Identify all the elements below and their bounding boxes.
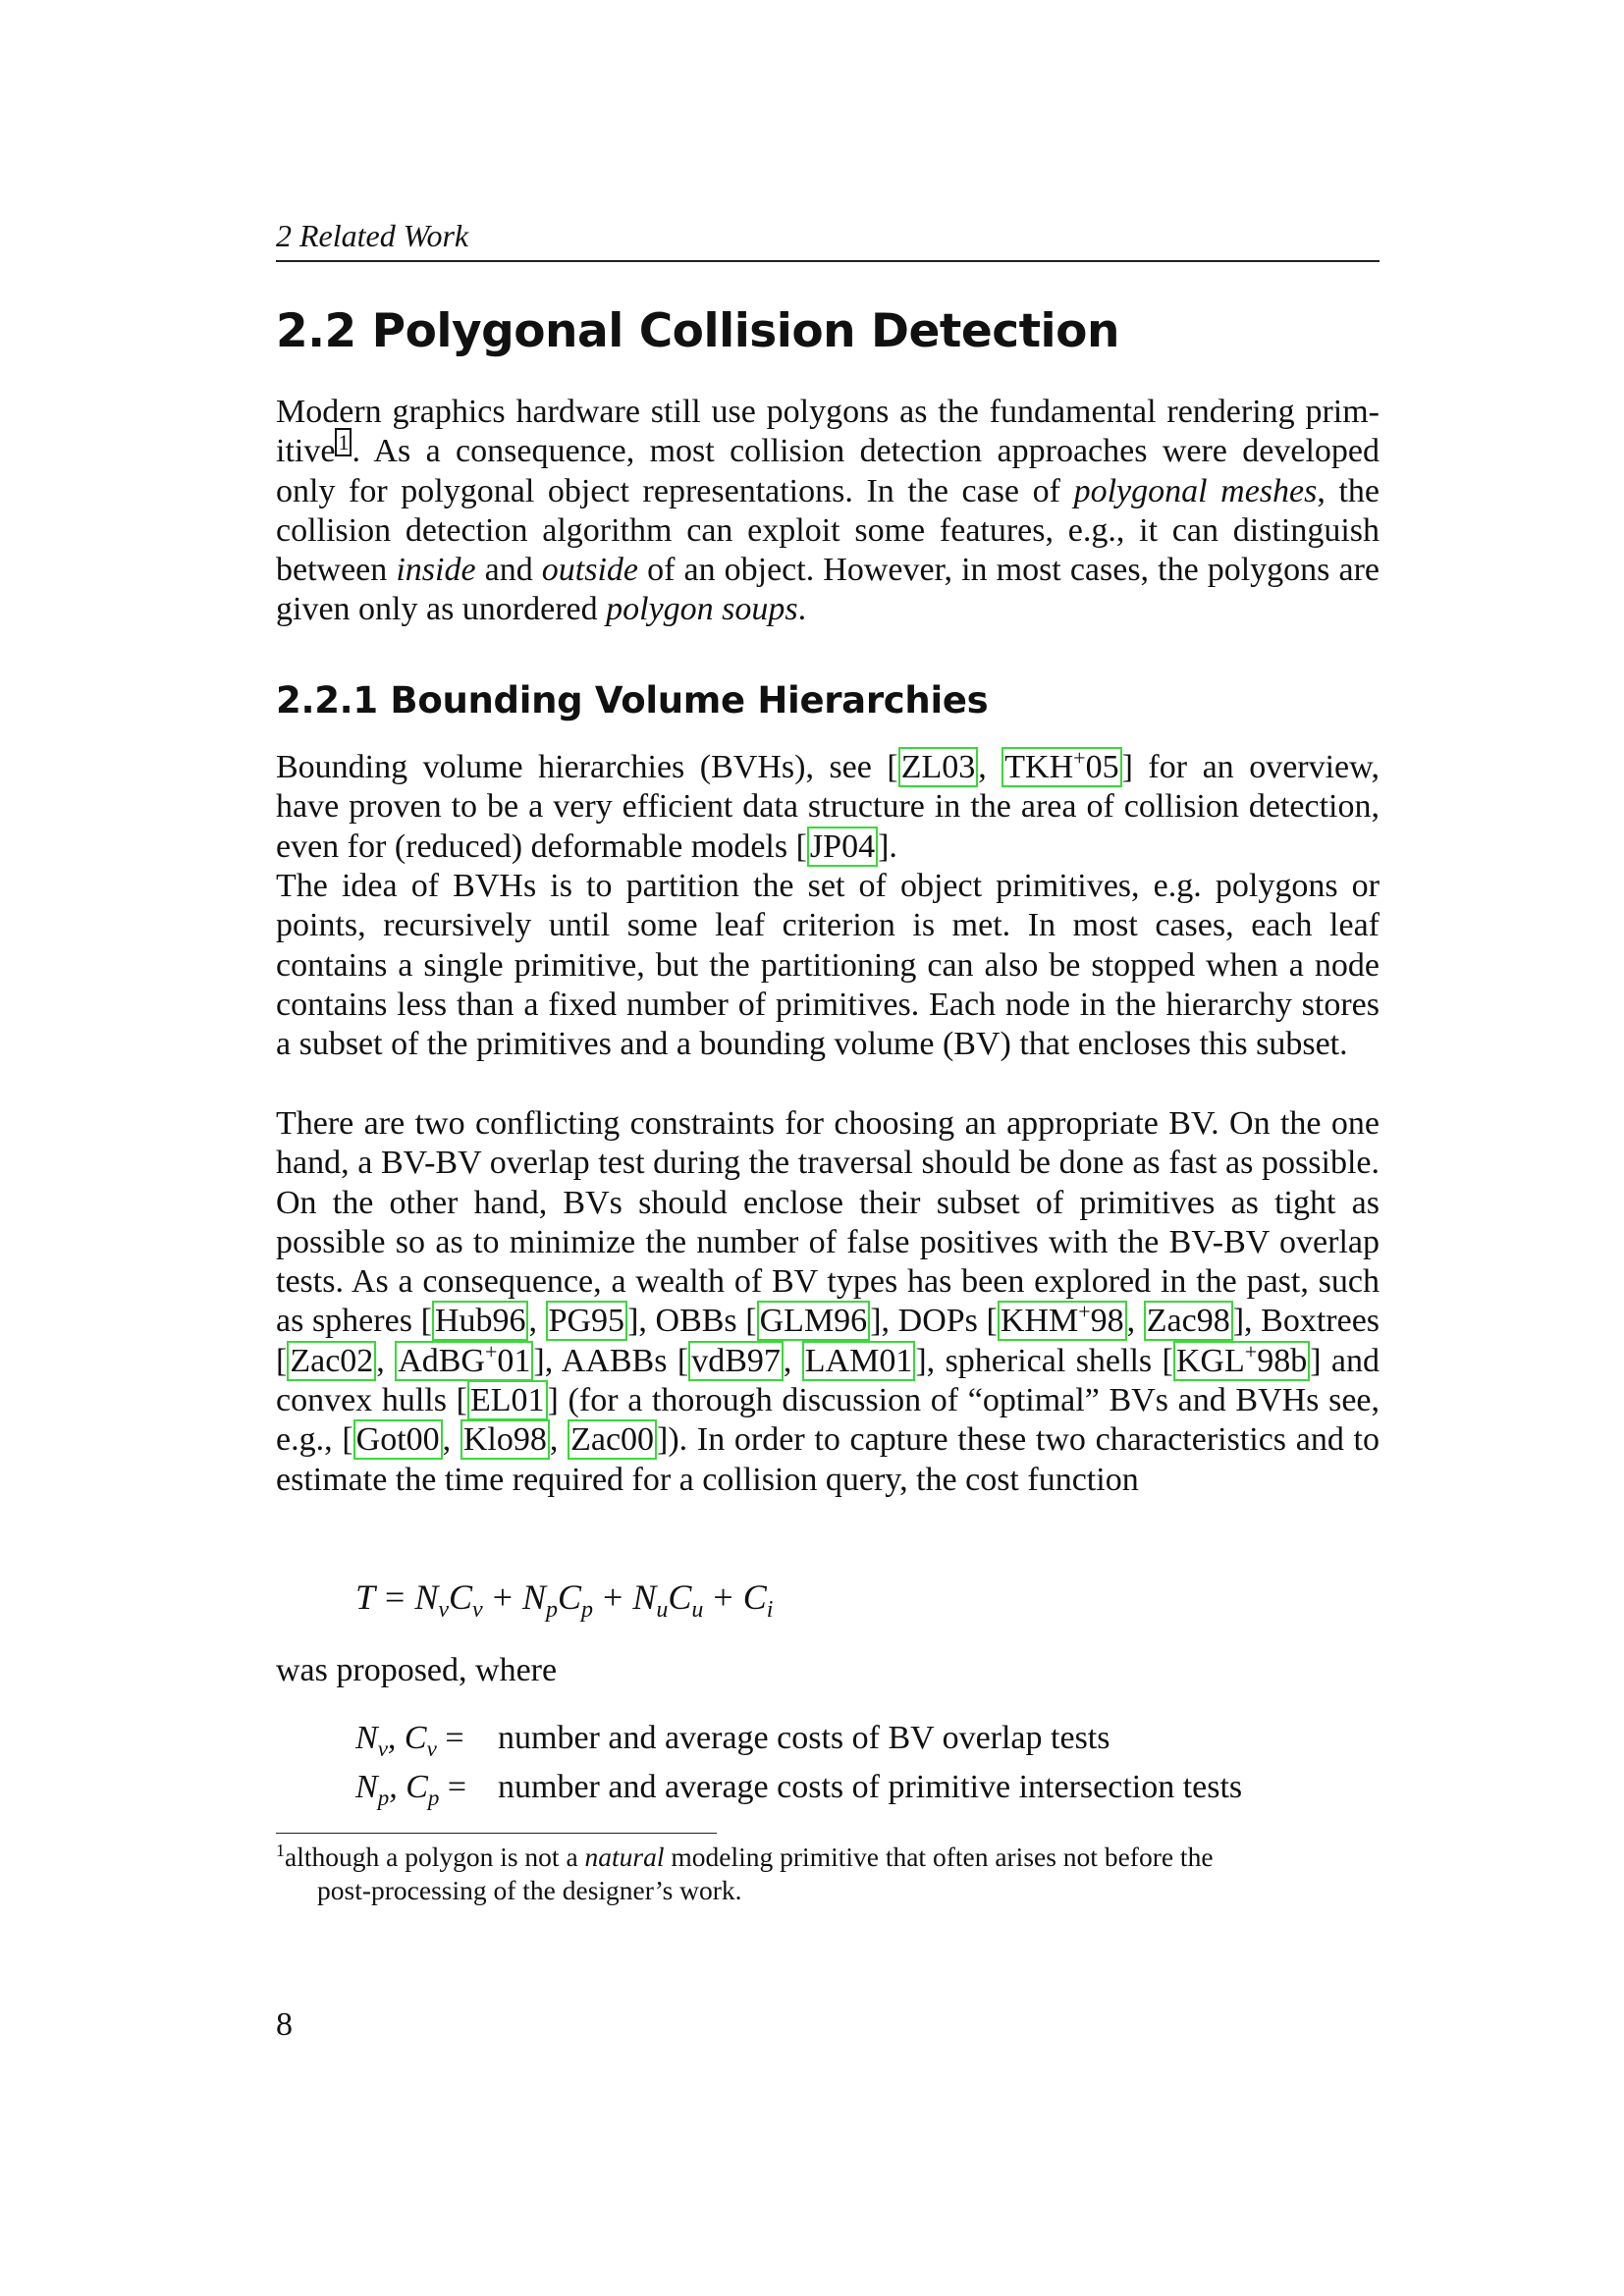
sym: N: [355, 1769, 378, 1805]
citation-link[interactable]: Got00: [353, 1419, 443, 1460]
footnote-mark: 1: [276, 1840, 285, 1860]
sym-equals: =: [445, 1720, 464, 1756]
sym-sub: p: [427, 1785, 440, 1810]
citation-link[interactable]: [1001, 747, 1121, 787]
text: There are two conflicting constraints for choosing an appropriate BV. On the one hand, a BV-BV overlap test during the traversal should be done as fast as possible. On the other hand, BVs should enclose their subset of primitives as tight as possible so as to minimize the number of false positives with the BV-BV overlap tests. As a consequence, a wealth of BV types has been explored in the past, such as spheres: [276, 1105, 1380, 1340]
citation-link[interactable]: JP04: [807, 827, 878, 867]
citation-link[interactable]: Zac98: [1144, 1301, 1233, 1341]
eq-sub: u: [656, 1597, 669, 1624]
eq-term: N: [414, 1577, 439, 1617]
citation-text: KHM: [1000, 1303, 1079, 1340]
emphasis: polygon soups: [606, 591, 798, 628]
sym: N: [355, 1720, 378, 1756]
text: and: [475, 552, 542, 589]
text: , OBBs: [638, 1303, 746, 1340]
eq-plus: +: [492, 1577, 513, 1617]
text: Bounding volume hierarchies (BVHs), see: [276, 749, 888, 785]
citation-link[interactable]: Zac02: [287, 1341, 376, 1381]
sym-sub: v: [426, 1735, 437, 1761]
definition-text: number and average costs of BV overlap tests: [498, 1720, 1110, 1756]
paragraph-intro: [276, 393, 1380, 630]
running-header: 2 Related Work: [276, 218, 1380, 262]
sym-equals: =: [447, 1769, 467, 1805]
citation-text: TKH: [1004, 749, 1074, 785]
eq-term: C: [668, 1577, 692, 1617]
citation-sup: +: [484, 1339, 498, 1364]
text: Modern graphics hardware still use polygons as the fundamental rendering prim-itive: [276, 394, 1380, 470]
emphasis: inside: [396, 552, 476, 589]
citation-link[interactable]: PG95: [546, 1301, 627, 1341]
paragraph-bvh-idea: The idea of BVHs is to partition the set of object primitives, e.g. polygons or points, recursively until some leaf criterion is met. In most cases, each leaf contains a single primitive, but the partitioning can also be stopped when a node contains less than a fixed number of primitives. Each node in the hierarchy stores a subset of the primitives and a bounding volume (BV) that encloses this subset.: [276, 868, 1380, 1063]
citation-sup: +: [1073, 745, 1086, 771]
citation-sup: +: [1078, 1300, 1091, 1325]
eq-lhs: T: [355, 1577, 376, 1617]
eq-equals: =: [385, 1577, 406, 1617]
citation-link[interactable]: LAM01: [802, 1341, 916, 1381]
definition-row: [355, 1769, 1242, 1818]
citation-link[interactable]: Klo98: [460, 1419, 550, 1460]
text: and convex hulls: [276, 1342, 1380, 1419]
citation-link[interactable]: [395, 1341, 533, 1381]
eq-term: N: [632, 1577, 657, 1617]
text: , spherical shells: [926, 1342, 1163, 1379]
citation-link[interactable]: Hub96: [432, 1301, 529, 1341]
sym-sub: p: [377, 1785, 390, 1810]
text: modeling primitive that often arises not before the: [664, 1842, 1214, 1872]
citation-text: KGL: [1175, 1342, 1245, 1379]
citation-link[interactable]: vdB97: [688, 1341, 784, 1381]
text: , the collision detection algorithm can exploit some features, e.g., it can distinguish between: [276, 472, 1380, 589]
eq-plus: +: [603, 1577, 623, 1617]
emphasis: polygonal meshes: [1073, 472, 1318, 509]
eq-term: C: [742, 1577, 767, 1617]
section-title: 2.2 Polygonal Collision Detection: [276, 304, 1119, 358]
text: of an object. However, in most cases, the polygons are given only as unordered: [276, 552, 1380, 628]
sym-sub: v: [377, 1735, 388, 1761]
text: , DOPs: [881, 1303, 987, 1340]
footnote-reference-link[interactable]: 1: [335, 428, 352, 456]
paragraph-bv-constraints: There are two conflicting constraints for choosing an appropriate BV. On the one hand, a BV-BV overlap test during the traversal should be done as fast as possible. On the other hand, BVs should enclose their subset of primitives as tight as possible so as to minimize the number of false positives with the BV-BV overlap tests. As a consequence, a wealth of BV types has been explored in the past, such as spheres [Hub96, PG95], OBBs [GLM96], DOPs [KHM+98, Zac98], Boxtrees [Zac02, AdBG+01], AABBs [vdB97, LAM01], spherical shells [KGL+98b] and convex hulls [EL01] (for a thorough discussion of “optimal” BVs and BVHs see, e.g., [Got00, Klo98, Zac00]). In order to capture these two characteristics and to estimate the time required for a collision query, the cost function: [276, 1105, 1380, 1498]
definition-symbol: $N_v$, $C_v$ =: [355, 1720, 464, 1761]
paragraph-where: was proposed, where: [276, 1652, 558, 1688]
eq-sub: u: [691, 1597, 704, 1624]
page-number: 8: [276, 2006, 293, 2043]
citation-sup: +: [1244, 1339, 1258, 1364]
eq-term: C: [449, 1577, 473, 1617]
definitions-list: [355, 1720, 1242, 1818]
citation-text: 05: [1085, 749, 1119, 785]
sym: C: [406, 1769, 428, 1805]
text: although a polygon is not a: [285, 1842, 585, 1872]
citation-text: 98: [1090, 1303, 1124, 1340]
emphasis: natural: [584, 1842, 665, 1872]
text: for an overview, have proven to be a very efficient data structure in the area of collision detection, even for (reduced) deformable models: [276, 749, 1380, 865]
text: . As a consequence, most collision detection approaches were developed only for polygonal object representations. In the case of: [276, 433, 1380, 509]
eq-sub: p: [546, 1597, 559, 1624]
eq-sub: v: [438, 1597, 450, 1624]
text: , AABBs: [544, 1342, 677, 1379]
text: .: [889, 828, 897, 865]
text: (for a thorough discussion of “optimal” BVs and BVHs see, e.g.,: [276, 1382, 1380, 1459]
footnote: [276, 1841, 1380, 1907]
definition-text: number and average costs of primitive intersection tests: [498, 1769, 1243, 1805]
eq-term: N: [522, 1577, 547, 1617]
eq-sub: v: [472, 1597, 483, 1624]
text: ). In order to capture these two characteristics and to estimate the time required for a collision query, the cost function: [276, 1421, 1380, 1498]
citation-link[interactable]: [1173, 1341, 1310, 1381]
paragraph-bvh-overview: Bounding volume hierarchies (BVHs), see [ZL03, TKH+05] for an overview, have proven to be a very efficient data structure in the area of collision detection, even for (reduced) deformable models [JP04].: [276, 745, 1380, 865]
definition-row: [355, 1720, 1242, 1769]
cost-equation: [355, 1576, 773, 1624]
emphasis: outside: [541, 552, 639, 589]
eq-sub: p: [581, 1597, 594, 1624]
definition-symbol: $N_p$, $C_p$ =: [355, 1769, 467, 1810]
eq-term: C: [558, 1577, 582, 1617]
citation-link[interactable]: GLM96: [757, 1301, 871, 1341]
citation-link[interactable]: Zac00: [568, 1419, 657, 1460]
eq-plus: +: [713, 1577, 733, 1617]
footnote-rule: [276, 1833, 717, 1834]
citation-link[interactable]: ZL03: [898, 747, 979, 787]
sym: C: [404, 1720, 427, 1756]
citation-text: AdBG: [398, 1342, 485, 1379]
citation-text: 01: [497, 1342, 531, 1379]
eq-sub: i: [766, 1597, 774, 1624]
citation-link[interactable]: [998, 1301, 1127, 1341]
text: , Boxtrees: [1244, 1303, 1380, 1340]
citation-link[interactable]: EL01: [467, 1380, 548, 1420]
footnote-line-2: post-processing of the designer’s work.: [317, 1875, 742, 1905]
text: .: [797, 591, 807, 628]
citation-text: 98b: [1257, 1342, 1308, 1379]
subsection-title: 2.2.1 Bounding Volume Hierarchies: [276, 679, 989, 721]
